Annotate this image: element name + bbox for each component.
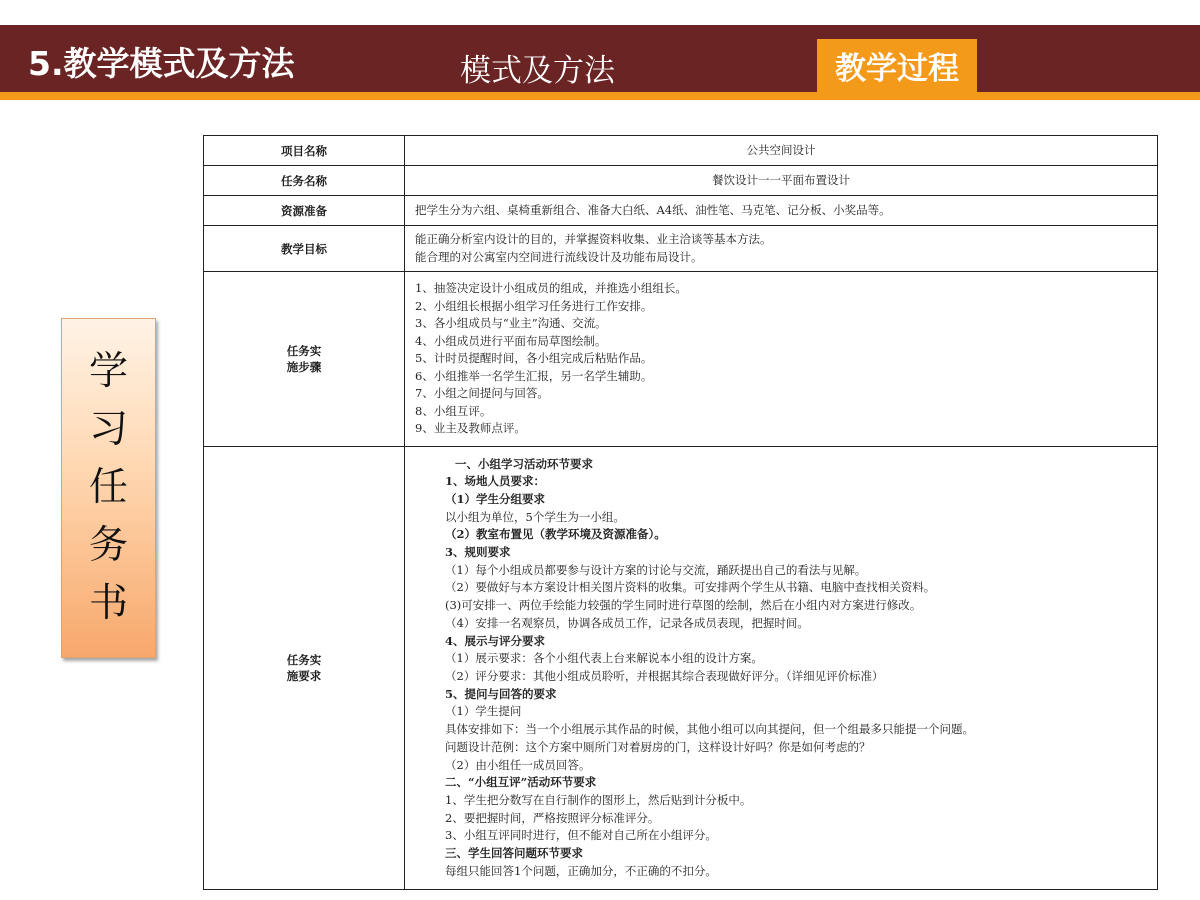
label-requirements-line: 施要求 xyxy=(286,669,322,683)
requirement-heading: 二、“小组互评”活动环节要求 xyxy=(445,775,597,790)
requirement-line: 1、学生把分数写在自行制作的图形上，然后贴到计分板中。 xyxy=(445,792,752,807)
requirement-line: 具体安排如下：当一个小组展示其作品的时候，其他小组可以向其提问，但一个组最多只能提一个问题。 xyxy=(445,722,974,737)
label-steps-line: 施步骤 xyxy=(286,360,322,374)
value-resources xyxy=(405,196,1158,226)
step-item: 9、业主及教师点评。 xyxy=(415,421,526,436)
requirement-line: （1）每个小组成员都要参与设计方案的讨论与交流，踊跃提出自己的看法与见解。 xyxy=(445,562,867,577)
step-item: 7、小组之间提问与回答。 xyxy=(415,386,549,401)
label-project-name: 项目名称 xyxy=(204,136,405,166)
requirement-heading: 一、小组学习活动环节要求 xyxy=(455,456,593,471)
requirement-heading: （1）学生分组要求 xyxy=(445,491,546,506)
requirement-line: 问题设计范例：这个方案中厕所门对着厨房的门，这样设计好吗？你是如何考虑的？ xyxy=(445,739,871,754)
learning-task-sheet-card xyxy=(61,318,156,658)
requirement-heading: 1、场地人员要求： xyxy=(445,474,546,489)
resources-text: 把学生分为六组、桌椅重新组合、准备大白纸、A4纸、油性笔、马克笔、记分板、小奖品等。 xyxy=(415,202,891,217)
step-item: 1、抽签决定设计小组成员的组成，并推选小组组长。 xyxy=(415,281,687,296)
label-requirements-line: 任务实 xyxy=(286,653,322,667)
label-task-name: 任务名称 xyxy=(204,166,405,196)
requirement-line: （1）学生提问 xyxy=(445,704,522,719)
side-card-char: 务 xyxy=(88,523,128,568)
tab-teaching-process[interactable]: 教学过程 xyxy=(817,39,977,92)
requirement-line: 每组只能回答1个问题，正确加分，不正确的不扣分。 xyxy=(445,863,717,878)
tab-modes-and-methods[interactable]: 模式及方法 xyxy=(460,53,615,89)
label-requirements xyxy=(204,447,405,890)
table-row-task-name xyxy=(204,166,1158,196)
value-project-name: 公共空间设计 xyxy=(405,136,1158,166)
table-row-resources xyxy=(204,196,1158,226)
table-row-steps xyxy=(204,272,1158,447)
table-row-project-name xyxy=(204,136,1158,166)
value-requirements xyxy=(405,447,1158,890)
slide-title: 5.教学模式及方法 xyxy=(28,44,295,83)
requirement-heading: （2）教室布置见（教学环境及资源准备）。 xyxy=(445,527,666,542)
goal-line: 能合理的对公寓室内空间进行流线设计及功能布局设计。 xyxy=(415,249,703,264)
step-item: 8、小组互评。 xyxy=(415,403,492,418)
requirement-line: （2）要做好与本方案设计相关图片资料的收集。可安排两个学生从书籍、电脑中查找相关资料。 xyxy=(445,580,936,595)
goal-line: 能正确分析室内设计的目的，并掌握资料收集、业主洽谈等基本方法。 xyxy=(415,232,772,246)
label-steps xyxy=(204,272,405,447)
label-steps-line: 任务实 xyxy=(286,344,322,358)
header-accent-stripe xyxy=(0,92,1200,100)
requirements-list xyxy=(405,456,1147,881)
requirement-line: 以小组为单位，5个学生为一小组。 xyxy=(445,509,625,524)
side-card-char: 书 xyxy=(88,581,128,626)
value-goals xyxy=(405,226,1158,272)
side-card-char: 学 xyxy=(88,349,128,394)
requirement-heading: 4、展示与评分要求 xyxy=(445,633,546,648)
step-item: 4、小组成员进行平面布局草图绘制。 xyxy=(415,333,607,348)
requirement-line: 2、要把握时间，严格按照评分标准评分。 xyxy=(445,810,660,825)
requirement-line: （4）安排一名观察员，协调各成员工作，记录各成员表现，把握时间。 xyxy=(445,615,809,630)
requirement-heading: 5、提问与回答的要求 xyxy=(445,686,557,701)
requirement-line: (3)可安排一、两位手绘能力较强的学生同时进行草图的绘制，然后在小组内对方案进行修改。 xyxy=(445,598,922,613)
step-item: 3、各小组成员与“业主”沟通、交流。 xyxy=(415,316,607,331)
requirement-heading: 3、规则要求 xyxy=(445,545,511,560)
requirement-line: （1）展示要求：各个小组代表上台来解说本小组的设计方案。 xyxy=(445,651,763,666)
task-sheet-table xyxy=(203,135,1158,890)
step-item: 6、小组推举一名学生汇报，另一名学生辅助。 xyxy=(415,368,653,383)
table-row-goals xyxy=(204,226,1158,272)
step-item: 2、小组组长根据小组学习任务进行工作安排。 xyxy=(415,298,653,313)
side-card-char: 任 xyxy=(88,465,128,510)
value-task-name: 餐饮设计一一平面布置设计 xyxy=(405,166,1158,196)
table-row-requirements xyxy=(204,447,1158,890)
label-resources: 资源准备 xyxy=(204,196,405,226)
value-steps xyxy=(405,272,1158,447)
label-goals: 教学目标 xyxy=(204,226,405,272)
requirement-line: 3、小组互评同时进行，但不能对自己所在小组评分。 xyxy=(445,828,717,843)
step-item: 5、计时员提醒时间，各小组完成后粘贴作品。 xyxy=(415,351,653,366)
requirement-heading: 三、学生回答问题环节要求 xyxy=(445,846,583,861)
requirement-line: （2）评分要求：其他小组成员聆听，并根据其综合表现做好评分。（详细见评价标准） xyxy=(445,669,884,683)
side-card-char: 习 xyxy=(88,407,128,452)
requirement-line: （2）由小组任一成员回答。 xyxy=(445,757,591,772)
